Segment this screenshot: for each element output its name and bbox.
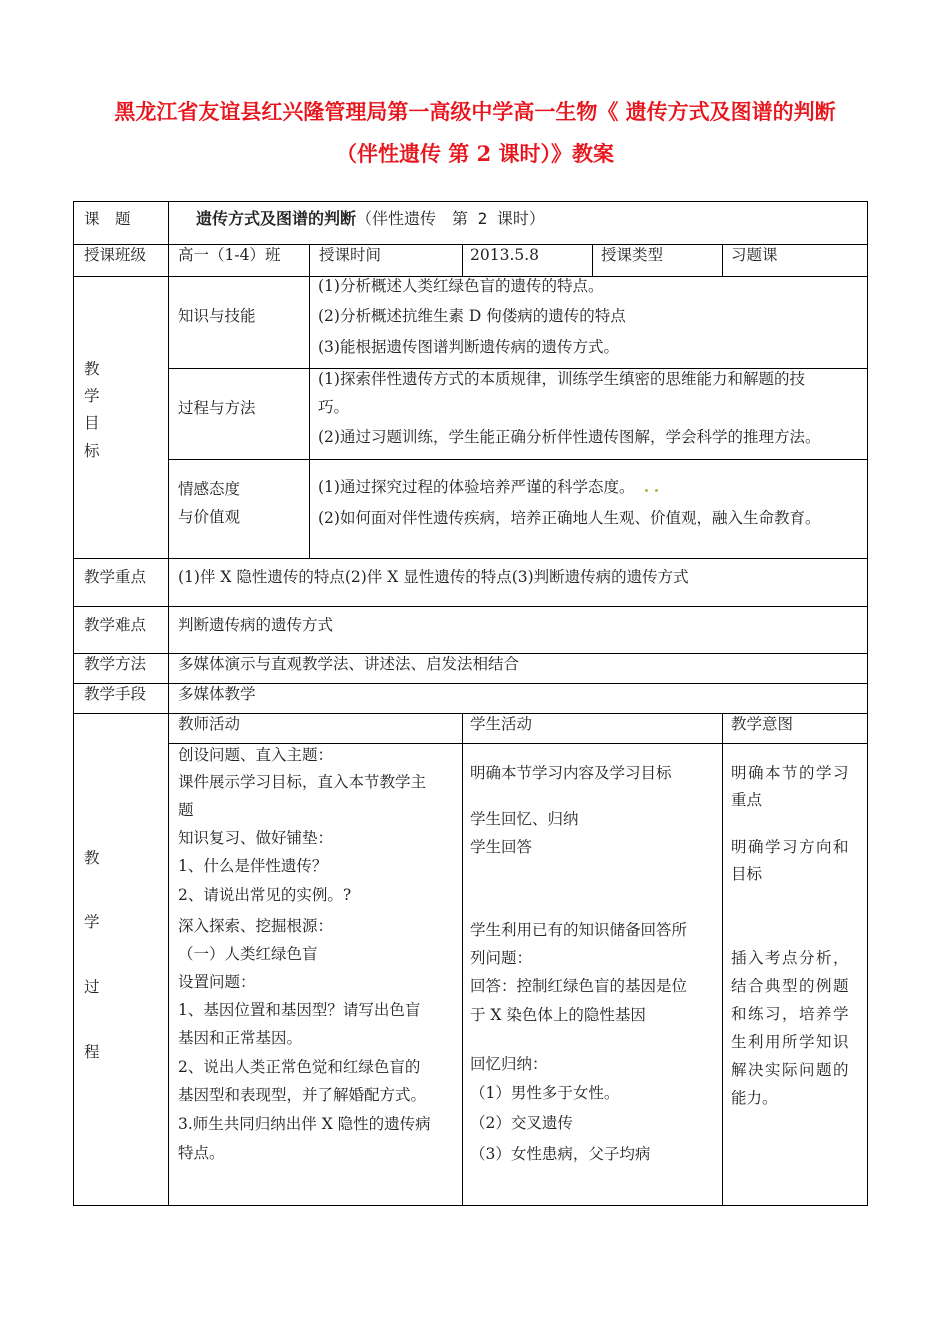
attitude-label-line1: 情感态度 bbox=[178, 480, 241, 498]
method-value: 多媒体演示与直观教学法、讲述法、启发法相结合 bbox=[178, 655, 520, 673]
teacher-line: 课件展示学习目标，直入本节教学主 bbox=[178, 773, 427, 791]
objectives-label-1: 教 bbox=[84, 360, 100, 378]
stray-mark bbox=[655, 489, 658, 492]
intent-line: 能力。 bbox=[731, 1089, 778, 1107]
knowledge-label: 知识与技能 bbox=[178, 307, 256, 325]
topic-value bbox=[196, 209, 545, 229]
attitude-item-2: (2)如何面对伴性遗传疾病，培养正确地人生观、价值观，融入生命教育。 bbox=[318, 509, 821, 527]
teacher-line: 知识复习、做好铺垫： bbox=[178, 829, 334, 847]
intent-line: 插入考点分析， bbox=[731, 949, 851, 967]
teacher-line: 深入探索、挖掘根源： bbox=[178, 917, 334, 935]
student-line: （3）女性患病，父子均病 bbox=[470, 1145, 651, 1163]
time-value: 2013.5.8 bbox=[470, 246, 540, 264]
teacher-line: 1、基因位置和基因型？请写出色盲 bbox=[178, 1001, 421, 1019]
topic-value-normal: （伴性遗传 第 2 课时） bbox=[356, 209, 545, 228]
teacher-line: 特点。 bbox=[178, 1144, 225, 1162]
student-activity-header: 学生活动 bbox=[470, 715, 533, 733]
process-label-3: 过 bbox=[84, 978, 100, 996]
teacher-line: 基因和正常基因。 bbox=[178, 1029, 303, 1047]
intent-line: 解决实际问题的 bbox=[731, 1061, 851, 1079]
student-line: 明确本节学习内容及学习目标 bbox=[470, 764, 672, 782]
attitude-item-1: (1)通过探究过程的体验培养严谨的科学态度。 bbox=[318, 478, 635, 496]
student-line: 回忆归纳： bbox=[470, 1055, 548, 1073]
teacher-line: 2、说出人类正常色觉和红绿色盲的 bbox=[178, 1058, 421, 1076]
difficulty-label: 教学难点 bbox=[84, 616, 147, 634]
teaching-intent-header: 教学意图 bbox=[731, 715, 794, 733]
process-label-2: 学 bbox=[84, 913, 100, 931]
objectives-label-3: 目 bbox=[84, 414, 100, 432]
difficulty-value: 判断遗传病的遗传方式 bbox=[178, 616, 334, 634]
process-label-1: 教 bbox=[84, 849, 100, 867]
type-value: 习题课 bbox=[731, 246, 778, 264]
teacher-line: 基因型和表现型，并了解婚配方式。 bbox=[178, 1086, 427, 1104]
means-value: 多媒体教学 bbox=[178, 685, 256, 703]
intent-line: 明确学习方向和 bbox=[731, 838, 851, 856]
intent-line: 和练习，培养学 bbox=[731, 1005, 851, 1023]
teacher-line: 设置问题： bbox=[178, 973, 256, 991]
student-line: （1）男性多于女性。 bbox=[470, 1084, 620, 1102]
intent-line: 目标 bbox=[731, 865, 763, 883]
intent-line: 明确本节的学习 bbox=[731, 764, 851, 782]
document-title-line1: 黑龙江省友谊县红兴隆管理局第一高级中学高一生物《 遗传方式及图谱的判断 bbox=[114, 99, 836, 124]
knowledge-item-3: (3)能根据遗传图谱判断遗传病的遗传方式。 bbox=[318, 338, 619, 356]
means-label: 教学手段 bbox=[84, 685, 147, 703]
student-line: 学生回答 bbox=[470, 838, 533, 856]
process-label-4: 程 bbox=[84, 1043, 100, 1061]
teacher-line: 3.师生共同归纳出伴 X 隐性的遗传病 bbox=[178, 1115, 431, 1133]
process-item-2: (2)通过习题训练，学生能正确分析伴性遗传图解，学会科学的推理方法。 bbox=[318, 428, 821, 446]
intent-line: 重点 bbox=[731, 791, 763, 809]
document-title-line2: （伴性遗传 第 2 课时）》教案 bbox=[335, 141, 615, 166]
time-label: 授课时间 bbox=[319, 246, 382, 264]
teacher-line: 题 bbox=[178, 801, 194, 819]
student-line: 学生回忆、归纳 bbox=[470, 810, 579, 828]
teacher-line: 2、请说出常见的实例。? bbox=[178, 886, 352, 904]
process-item-1-line1: (1)探索伴性遗传方式的本质规律，训练学生缜密的思维能力和解题的技 bbox=[318, 370, 805, 388]
teacher-line: 1、什么是伴性遗传？ bbox=[178, 857, 328, 875]
stray-mark bbox=[645, 489, 648, 492]
teacher-activity-header: 教师活动 bbox=[178, 715, 241, 733]
topic-label: 课 题 bbox=[84, 210, 131, 228]
intent-line: 结合典型的例题 bbox=[731, 977, 851, 995]
process-method-label: 过程与方法 bbox=[178, 399, 256, 417]
student-line: 列问题： bbox=[470, 949, 533, 967]
objectives-label-2: 学 bbox=[84, 387, 100, 405]
attitude-label-line2: 与价值观 bbox=[178, 508, 241, 526]
student-line: 回答：控制红绿色盲的基因是位 bbox=[470, 977, 688, 995]
class-label: 授课班级 bbox=[84, 246, 147, 264]
key-points-value: (1)伴 X 隐性遗传的特点(2)伴 X 显性遗传的特点(3)判断遗传病的遗传方式 bbox=[178, 568, 689, 586]
objectives-label-4: 标 bbox=[84, 442, 100, 460]
class-value: 高一（1-4）班 bbox=[178, 246, 281, 264]
student-line: 于 X 染色体上的隐性基因 bbox=[470, 1006, 646, 1024]
student-line: 学生利用已有的知识储备回答所 bbox=[470, 921, 688, 939]
knowledge-item-2: (2)分析概述抗维生素 D 佝偻病的遗传的特点 bbox=[318, 307, 626, 325]
topic-value-bold: 遗传方式及图谱的判断 bbox=[196, 209, 357, 228]
method-label: 教学方法 bbox=[84, 655, 147, 673]
intent-line: 生利用所学知识 bbox=[731, 1033, 851, 1051]
teacher-line: 创设问题、直入主题： bbox=[178, 746, 334, 764]
type-label: 授课类型 bbox=[601, 246, 664, 264]
knowledge-item-1: (1)分析概述人类红绿色盲的遗传的特点。 bbox=[318, 277, 604, 295]
student-line: （2）交叉遗传 bbox=[470, 1114, 573, 1132]
key-points-label: 教学重点 bbox=[84, 568, 147, 586]
process-item-1-line2: 巧。 bbox=[318, 398, 350, 416]
teacher-line: （一）人类红绿色盲 bbox=[178, 945, 318, 963]
